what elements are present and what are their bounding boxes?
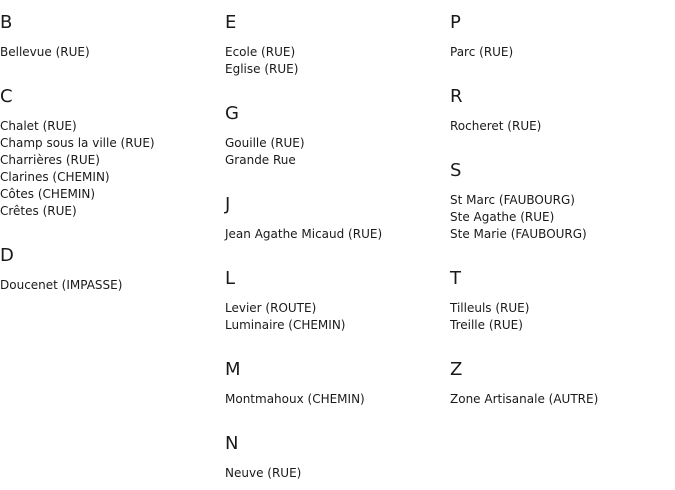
letter-heading-b: B (0, 12, 13, 33)
street-link[interactable]: Montmahoux (CHEMIN) (225, 392, 365, 406)
street-link[interactable]: Eglise (RUE) (225, 62, 299, 76)
street-list-p (450, 44, 513, 61)
street-link[interactable]: Ste Marie (FAUBOURG) (450, 227, 587, 241)
letter-heading-g: G (225, 103, 239, 124)
street-list-d (0, 277, 122, 294)
street-link[interactable]: Bellevue (RUE) (0, 45, 90, 59)
letter-heading-s: S (450, 160, 462, 181)
letter-heading-d: D (0, 245, 14, 266)
street-link[interactable]: Ecole (RUE) (225, 45, 296, 59)
street-link[interactable]: Ste Agathe (RUE) (450, 210, 555, 224)
street-link[interactable]: Neuve (RUE) (225, 466, 302, 480)
street-list-g (225, 135, 305, 169)
street-list-n (225, 465, 301, 482)
street-list-t (450, 300, 529, 334)
letter-heading-j: J (225, 194, 231, 215)
letter-heading-c: C (0, 86, 13, 107)
street-list-e (225, 44, 298, 78)
letter-heading-p: P (450, 12, 461, 33)
street-list-r (450, 118, 541, 135)
street-link[interactable]: Luminaire (CHEMIN) (225, 318, 346, 332)
street-link[interactable]: Clarines (CHEMIN) (0, 170, 110, 184)
street-link[interactable]: Crêtes (RUE) (0, 204, 77, 218)
letter-heading-r: R (450, 86, 463, 107)
street-list-z (450, 391, 598, 408)
street-list-c (0, 118, 155, 220)
street-link[interactable]: Tilleuls (RUE) (450, 301, 530, 315)
street-link[interactable]: Doucenet (IMPASSE) (0, 278, 123, 292)
street-link[interactable]: Jean Agathe Micaud (RUE) (225, 227, 383, 241)
letter-heading-m: M (225, 359, 241, 380)
letter-heading-l: L (225, 268, 236, 289)
street-list-b (0, 44, 90, 61)
street-link[interactable]: Champ sous la ville (RUE) (0, 136, 155, 150)
letter-heading-e: E (225, 12, 237, 33)
street-list-j (225, 226, 382, 243)
street-link[interactable]: Treille (RUE) (450, 318, 523, 332)
street-link[interactable]: Chalet (RUE) (0, 119, 77, 133)
street-link[interactable]: Parc (RUE) (450, 45, 514, 59)
street-list-l (225, 300, 345, 334)
street-link[interactable]: Côtes (CHEMIN) (0, 187, 96, 201)
street-link[interactable]: Charrières (RUE) (0, 153, 100, 167)
street-link[interactable]: Zone Artisanale (AUTRE) (450, 392, 599, 406)
street-list-m (225, 391, 365, 408)
letter-heading-t: T (450, 268, 461, 289)
letter-heading-n: N (225, 433, 239, 454)
street-list-s (450, 192, 587, 243)
street-link[interactable]: Rocheret (RUE) (450, 119, 542, 133)
street-link[interactable]: Grande Rue (225, 153, 296, 167)
street-link[interactable]: Levier (ROUTE) (225, 301, 317, 315)
street-link[interactable]: Gouille (RUE) (225, 136, 305, 150)
letter-heading-z: Z (450, 359, 463, 380)
street-link[interactable]: St Marc (FAUBOURG) (450, 193, 575, 207)
